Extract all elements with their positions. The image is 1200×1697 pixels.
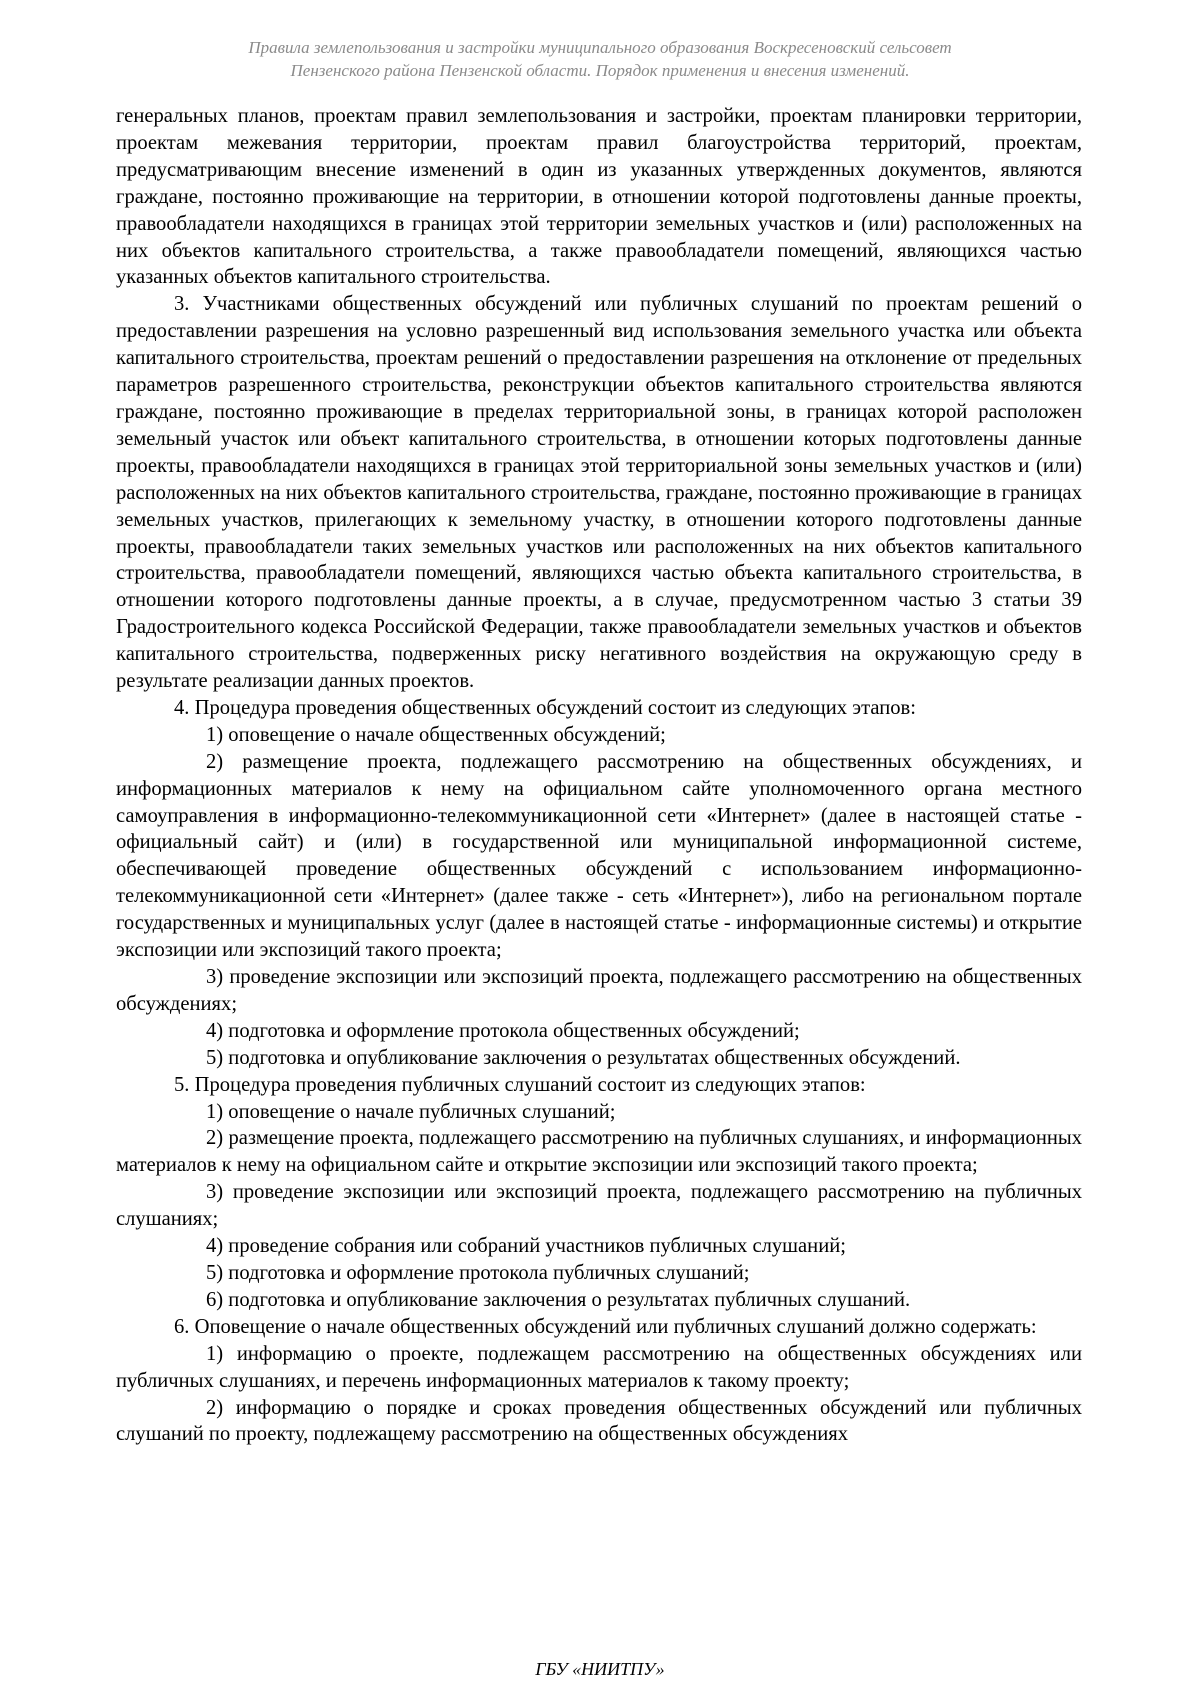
running-header bbox=[120, 36, 1080, 82]
list-item-4-2: 2) размещение проекта, подлежащего рассмотрению на общественных обсуждениях, и информационных материалов к нему на официальном сайте уполномоченного органа местного самоуправления в информационно-телекоммуникационной сети «Интернет» (далее в настоящей статье - официальный сайт) и (или) в государственной или муниципальной информационной системе, обеспечивающей проведение общественных обсуждений с использованием информационно-телекоммуникационной сети «Интернет» (далее также - сеть «Интернет»), либо на региональном портале государственных и муниципальных услуг (далее в настоящей статье - информационные системы) и открытие экспозиции или экспозиций такого проекта; bbox=[116, 750, 1082, 962]
list-item-5-3: 3) проведение экспозиции или экспозиций проекта, подлежащего рассмотрению на публичных слушаниях; bbox=[116, 1181, 1082, 1231]
list-item-6-1: 1) информацию о проекте, подлежащем рассмотрению на общественных обсуждениях или публичных слушаниях, и перечень информационных материалов к такому проекту; bbox=[116, 1342, 1082, 1392]
running-footer: ГБУ «НИИТПУ» bbox=[535, 1659, 665, 1679]
paragraph-clause-4: 4. Процедура проведения общественных обсуждений состоит из следующих этапов: bbox=[174, 696, 916, 719]
list-item-4-1: 1) оповещение о начале общественных обсуждений; bbox=[206, 723, 666, 746]
list-item-5-5: 5) подготовка и оформление протокола публичных слушаний; bbox=[206, 1261, 750, 1284]
header-line-2: Пензенского района Пензенской области. Порядок применения и внесения изменений. bbox=[290, 61, 910, 80]
paragraph-continuation: генеральных планов, проектам правил землепользования и застройки, проектам планировки территории, проектам межевания территории, проектам правил благоустройства территорий, проектам, предусматривающим внесение изменений в один из указанных утвержденных документов, являются граждане, постоянно проживающие на территории, в отношении которой подготовлены данные проекты, правообладатели находящихся в границах этой территории земельных участков и (или) расположенных на них объектов капитального строительства, а также правообладатели помещений, являющихся частью указанных объектов капитального строительства. bbox=[116, 105, 1082, 289]
list-item-5-4: 4) проведение собрания или собраний участников публичных слушаний; bbox=[206, 1235, 846, 1258]
document-body bbox=[116, 103, 1082, 1448]
list-item-5-2: 2) размещение проекта, подлежащего рассмотрению на публичных слушаниях, и информационных материалов к нему на официальном сайте и открытие экспозиции или экспозиций такого проекта; bbox=[116, 1127, 1082, 1177]
list-item-5-6: 6) подготовка и опубликование заключения о результатах публичных слушаний. bbox=[206, 1288, 911, 1311]
list-item-4-4: 4) подготовка и оформление протокола общественных обсуждений; bbox=[206, 1019, 800, 1042]
list-item-5-1: 1) оповещение о начале публичных слушаний; bbox=[206, 1100, 616, 1123]
list-item-4-5: 5) подготовка и опубликование заключения о результатах общественных обсуждений. bbox=[206, 1046, 961, 1069]
list-item-6-2: 2) информацию о порядке и сроках проведения общественных обсуждений или публичных слушаний по проекту, подлежащему рассмотрению на общественных обсуждениях bbox=[116, 1396, 1082, 1446]
list-item-4-3: 3) проведение экспозиции или экспозиций проекта, подлежащего рассмотрению на общественных обсуждениях; bbox=[116, 966, 1082, 1015]
paragraph-clause-6: 6. Оповещение о начале общественных обсуждений или публичных слушаний должно содержать: bbox=[174, 1315, 1037, 1338]
header-line-1: Правила землепользования и застройки муниципального образования Воскресеновский сельсовет bbox=[248, 38, 952, 57]
paragraph-clause-5: 5. Процедура проведения публичных слушаний состоит из следующих этапов: bbox=[174, 1073, 866, 1096]
paragraph-clause-3: 3. Участниками общественных обсуждений или публичных слушаний по проектам решений о предоставлении разрешения на условно разрешенный вид использования земельного участка или объекта капитального строительства, проектам решений о предоставлении разрешения на отклонение от предельных параметров разрешенного строительства, реконструкции объектов капитального строительства являются граждане, постоянно проживающие в пределах территориальной зоны, в границах которой расположен земельный участок или объект капитального строительства, в отношении которых подготовлены данные проекты, правообладатели находящихся в границах этой территориальной зоны земельных участков и (или) расположенных на них объектов капитального строительства, граждане, постоянно проживающие в границах земельных участков, прилегающих к земельному участку, в отношении которого подготовлены данные проекты, правообладатели таких земельных участков или расположенных на них объектов капитального строительства, правообладатели помещений, являющихся частью объекта капитального строительства, в отношении которого подготовлены данные проекты, а в случае, предусмотренном частью 3 статьи 39 Градостроительного кодекса Российской Федерации, также правообладатели земельных участков и объектов капитального строительства, подверженных риску негативного воздействия на окружающую среду в результате реализации данных проектов. bbox=[116, 293, 1082, 693]
